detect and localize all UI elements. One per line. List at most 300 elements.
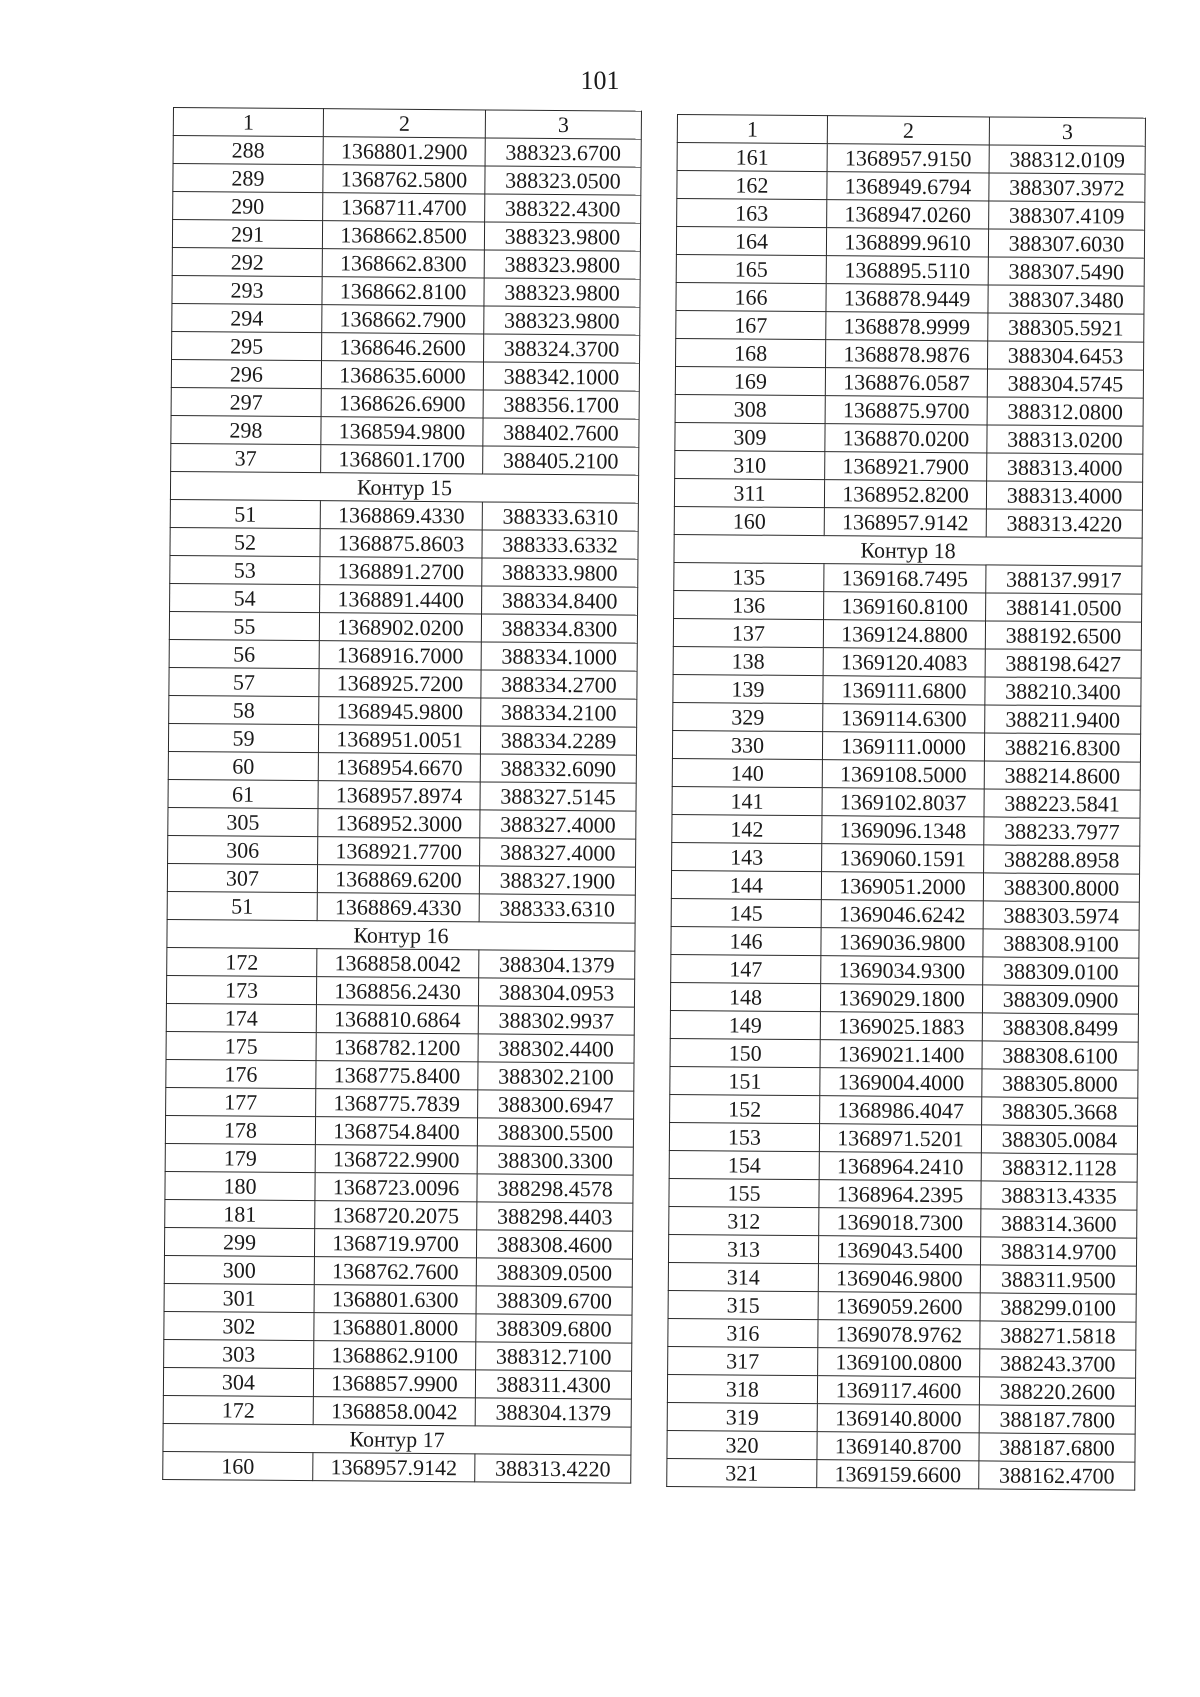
x-coordinate-cell: 1368858.0042 xyxy=(317,949,479,978)
table-row xyxy=(169,695,637,727)
point-number-cell: 301 xyxy=(164,1283,314,1312)
x-coordinate-cell: 1368891.4400 xyxy=(320,585,482,614)
x-coordinate-cell: 1368594.9800 xyxy=(321,417,483,446)
table-row xyxy=(171,359,639,391)
table-row xyxy=(672,842,1140,874)
table-row xyxy=(674,478,1142,510)
table-row xyxy=(676,282,1144,314)
table-row xyxy=(671,926,1139,958)
point-number-cell: 147 xyxy=(671,954,821,983)
table-row xyxy=(669,1178,1137,1210)
point-number-cell: 163 xyxy=(677,199,827,228)
y-coordinate-cell: 388307.5490 xyxy=(988,257,1144,286)
y-coordinate-cell: 388198.6427 xyxy=(985,649,1141,678)
y-coordinate-cell: 388307.3480 xyxy=(988,285,1144,314)
table-row xyxy=(164,1339,632,1371)
x-coordinate-cell: 1368601.1700 xyxy=(321,445,483,474)
point-number-cell: 51 xyxy=(167,891,317,920)
point-number-cell: 298 xyxy=(171,415,321,444)
y-coordinate-cell: 388323.0500 xyxy=(485,166,641,195)
x-coordinate-cell: 1369100.0800 xyxy=(818,1348,980,1377)
y-coordinate-cell: 388323.9800 xyxy=(484,222,640,251)
table-row xyxy=(669,1122,1137,1154)
table-row xyxy=(674,562,1142,594)
y-coordinate-cell: 388334.1000 xyxy=(481,642,637,671)
y-coordinate-cell: 388402.7600 xyxy=(483,418,639,447)
point-number-cell: 313 xyxy=(668,1234,818,1263)
y-coordinate-cell: 388334.2700 xyxy=(481,670,637,699)
y-coordinate-cell: 388299.0100 xyxy=(980,1293,1136,1322)
table-row xyxy=(672,758,1140,790)
y-coordinate-cell: 388298.4578 xyxy=(477,1174,633,1203)
point-number-cell: 320 xyxy=(667,1430,817,1459)
point-number-cell: 319 xyxy=(667,1402,817,1431)
x-coordinate-cell: 1368869.6200 xyxy=(317,865,479,894)
point-number-cell: 179 xyxy=(165,1143,315,1172)
table-row xyxy=(173,136,641,168)
y-coordinate-cell: 388304.0953 xyxy=(478,978,634,1007)
x-coordinate-cell: 1369117.4600 xyxy=(817,1376,979,1405)
point-number-cell: 317 xyxy=(668,1346,818,1375)
x-coordinate-cell: 1369046.9800 xyxy=(818,1264,980,1293)
point-number-cell: 297 xyxy=(171,387,321,416)
point-number-cell: 172 xyxy=(163,1395,313,1424)
y-coordinate-cell: 388309.6800 xyxy=(476,1314,632,1343)
table-row xyxy=(672,786,1140,818)
x-coordinate-cell: 1368869.4330 xyxy=(317,893,479,922)
column-header: 1 xyxy=(677,115,827,144)
y-coordinate-cell: 388243.3700 xyxy=(980,1349,1136,1378)
point-number-cell: 165 xyxy=(676,254,826,283)
x-coordinate-cell: 1369124.8800 xyxy=(823,620,985,649)
y-coordinate-cell: 388300.8000 xyxy=(983,873,1139,902)
y-coordinate-cell: 388307.4109 xyxy=(989,201,1145,230)
x-coordinate-cell: 1368878.9876 xyxy=(826,340,988,369)
contour-heading-row xyxy=(163,1423,631,1455)
table-row xyxy=(676,227,1144,259)
y-coordinate-cell: 388313.4335 xyxy=(981,1181,1137,1210)
point-number-cell: 288 xyxy=(173,136,323,165)
y-coordinate-cell: 388305.3668 xyxy=(982,1097,1138,1126)
point-number-cell: 167 xyxy=(676,310,826,339)
table-row xyxy=(165,1199,633,1231)
table-row xyxy=(670,982,1138,1014)
table-row xyxy=(670,1038,1138,1070)
table-row xyxy=(676,254,1144,286)
point-number-cell: 37 xyxy=(171,443,321,472)
x-coordinate-cell: 1368895.5110 xyxy=(826,256,988,285)
point-number-cell: 168 xyxy=(676,338,826,367)
y-coordinate-cell: 388334.2289 xyxy=(480,726,636,755)
x-coordinate-cell: 1368921.7700 xyxy=(318,837,480,866)
y-coordinate-cell: 388300.6947 xyxy=(478,1090,634,1119)
table-row xyxy=(169,667,637,699)
table-row xyxy=(673,702,1141,734)
y-coordinate-cell: 388298.4403 xyxy=(477,1202,633,1231)
x-coordinate-cell: 1368952.8200 xyxy=(824,480,986,509)
point-number-cell: 59 xyxy=(168,723,318,752)
y-coordinate-cell: 388314.3600 xyxy=(981,1209,1137,1238)
column-header: 1 xyxy=(173,108,323,137)
y-coordinate-cell: 388210.3400 xyxy=(985,677,1141,706)
table-row xyxy=(166,975,634,1007)
point-number-cell: 291 xyxy=(172,220,322,249)
point-number-cell: 162 xyxy=(677,171,827,200)
y-coordinate-cell: 388192.6500 xyxy=(985,621,1141,650)
contour-heading-row xyxy=(170,471,638,503)
point-number-cell: 294 xyxy=(172,303,322,332)
x-coordinate-cell: 1368878.9449 xyxy=(826,284,988,313)
point-number-cell: 138 xyxy=(673,646,823,675)
y-coordinate-cell: 388334.2100 xyxy=(481,698,637,727)
x-coordinate-cell: 1369051.2000 xyxy=(821,872,983,901)
x-coordinate-cell: 1368662.8500 xyxy=(322,221,484,250)
x-coordinate-cell: 1369114.6300 xyxy=(823,704,985,733)
y-coordinate-cell: 388323.9800 xyxy=(484,250,640,279)
y-coordinate-cell: 388327.5145 xyxy=(480,782,636,811)
contour-heading: Контур 18 xyxy=(674,534,1142,566)
table-row xyxy=(674,506,1142,538)
x-coordinate-cell: 1369060.1591 xyxy=(822,844,984,873)
point-number-cell: 180 xyxy=(165,1171,315,1200)
table-row xyxy=(165,1171,633,1203)
point-number-cell: 169 xyxy=(675,366,825,395)
x-coordinate-cell: 1369159.6600 xyxy=(817,1460,979,1489)
table-row xyxy=(671,870,1139,902)
table-row xyxy=(172,275,640,307)
table-row xyxy=(167,863,635,895)
table-row xyxy=(673,618,1141,650)
point-number-cell: 55 xyxy=(169,611,319,640)
y-coordinate-cell: 388332.6090 xyxy=(480,754,636,783)
x-coordinate-cell: 1368646.2600 xyxy=(322,333,484,362)
table-row xyxy=(670,1094,1138,1126)
x-coordinate-cell: 1369111.6800 xyxy=(823,676,985,705)
y-coordinate-cell: 388187.7800 xyxy=(979,1405,1135,1434)
point-number-cell: 153 xyxy=(669,1122,819,1151)
x-coordinate-cell: 1369140.8700 xyxy=(817,1432,979,1461)
table-row xyxy=(171,443,639,475)
point-number-cell: 177 xyxy=(166,1087,316,1116)
point-number-cell: 309 xyxy=(675,422,825,451)
y-coordinate-cell: 388271.5818 xyxy=(980,1321,1136,1350)
x-coordinate-cell: 1368925.7200 xyxy=(319,669,481,698)
point-number-cell: 310 xyxy=(675,450,825,479)
x-coordinate-cell: 1369140.8000 xyxy=(817,1404,979,1433)
y-coordinate-cell: 388323.9800 xyxy=(484,278,640,307)
x-coordinate-cell: 1368810.6864 xyxy=(316,1005,478,1034)
x-coordinate-cell: 1368945.9800 xyxy=(319,697,481,726)
point-number-cell: 172 xyxy=(167,947,317,976)
table-row xyxy=(667,1374,1135,1406)
point-number-cell: 290 xyxy=(173,192,323,221)
y-coordinate-cell: 388302.4400 xyxy=(478,1034,634,1063)
table-row xyxy=(168,779,636,811)
y-coordinate-cell: 388308.4600 xyxy=(476,1230,632,1259)
x-coordinate-cell: 1368952.3000 xyxy=(318,809,480,838)
point-number-cell: 302 xyxy=(164,1311,314,1340)
point-number-cell: 174 xyxy=(166,1003,316,1032)
y-coordinate-cell: 388187.6800 xyxy=(979,1433,1135,1462)
x-coordinate-cell: 1368857.9900 xyxy=(313,1369,475,1398)
y-coordinate-cell: 388302.9937 xyxy=(478,1006,634,1035)
x-coordinate-cell: 1369120.4083 xyxy=(823,648,985,677)
point-number-cell: 136 xyxy=(674,590,824,619)
column-header: 2 xyxy=(323,109,485,138)
table-row xyxy=(667,1430,1135,1462)
point-number-cell: 137 xyxy=(673,618,823,647)
column-header: 2 xyxy=(827,116,989,145)
x-coordinate-cell: 1368662.8100 xyxy=(322,277,484,306)
x-coordinate-cell: 1368723.0096 xyxy=(315,1173,477,1202)
point-number-cell: 146 xyxy=(671,926,821,955)
y-coordinate-cell: 388313.4220 xyxy=(475,1454,631,1483)
table-row xyxy=(675,366,1143,398)
point-number-cell: 152 xyxy=(670,1094,820,1123)
table-row xyxy=(172,331,640,363)
x-coordinate-cell: 1368754.8400 xyxy=(315,1117,477,1146)
y-coordinate-cell: 388309.0100 xyxy=(983,957,1139,986)
x-coordinate-cell: 1368875.9700 xyxy=(825,396,987,425)
y-coordinate-cell: 388304.1379 xyxy=(475,1398,631,1427)
table-row xyxy=(676,338,1144,370)
point-number-cell: 54 xyxy=(170,583,320,612)
x-coordinate-cell: 1369160.8100 xyxy=(824,592,986,621)
y-coordinate-cell: 388141.0500 xyxy=(986,593,1142,622)
y-coordinate-cell: 388307.3972 xyxy=(989,173,1145,202)
point-number-cell: 52 xyxy=(170,527,320,556)
x-coordinate-cell: 1368856.2430 xyxy=(316,977,478,1006)
table-row xyxy=(170,527,638,559)
x-coordinate-cell: 1368775.7839 xyxy=(316,1089,478,1118)
x-coordinate-cell: 1368957.9142 xyxy=(824,508,986,537)
point-number-cell: 173 xyxy=(166,975,316,1004)
x-coordinate-cell: 1368971.5201 xyxy=(819,1124,981,1153)
x-coordinate-cell: 1368986.4047 xyxy=(820,1096,982,1125)
table-row xyxy=(670,1010,1138,1042)
y-coordinate-cell: 388311.9500 xyxy=(980,1265,1136,1294)
y-coordinate-cell: 388308.8499 xyxy=(982,1013,1138,1042)
table-row xyxy=(166,1003,634,1035)
point-number-cell: 160 xyxy=(163,1451,313,1480)
point-number-cell: 329 xyxy=(673,702,823,731)
x-coordinate-cell: 1368858.0042 xyxy=(313,1397,475,1426)
x-coordinate-cell: 1368964.2410 xyxy=(819,1152,981,1181)
table-row xyxy=(172,303,640,335)
table-row xyxy=(668,1262,1136,1294)
x-coordinate-cell: 1368957.9150 xyxy=(827,144,989,173)
y-coordinate-cell: 388311.4300 xyxy=(475,1370,631,1399)
x-coordinate-cell: 1369021.1400 xyxy=(820,1040,982,1069)
table-row xyxy=(671,954,1139,986)
point-number-cell: 321 xyxy=(667,1458,817,1487)
x-coordinate-cell: 1368876.0587 xyxy=(825,368,987,397)
x-coordinate-cell: 1368951.0051 xyxy=(318,725,480,754)
y-coordinate-cell: 388313.0200 xyxy=(987,425,1143,454)
y-coordinate-cell: 388304.5745 xyxy=(987,369,1143,398)
point-number-cell: 299 xyxy=(164,1227,314,1256)
table-row xyxy=(167,891,635,923)
table-row xyxy=(163,1367,631,1399)
point-number-cell: 151 xyxy=(670,1066,820,1095)
y-coordinate-cell: 388313.4220 xyxy=(986,509,1142,538)
point-number-cell: 305 xyxy=(168,807,318,836)
y-coordinate-cell: 388300.3300 xyxy=(477,1146,633,1175)
x-coordinate-cell: 1368891.2700 xyxy=(320,557,482,586)
x-coordinate-cell: 1369078.9762 xyxy=(818,1320,980,1349)
point-number-cell: 51 xyxy=(170,499,320,528)
x-coordinate-cell: 1368626.6900 xyxy=(321,389,483,418)
table-row xyxy=(671,898,1139,930)
x-coordinate-cell: 1368711.4700 xyxy=(323,193,485,222)
table-row xyxy=(170,555,638,587)
x-coordinate-cell: 1369102.8037 xyxy=(822,788,984,817)
x-coordinate-cell: 1368801.2900 xyxy=(323,137,485,166)
x-coordinate-cell: 1369046.6242 xyxy=(821,900,983,929)
table-row xyxy=(675,394,1143,426)
x-coordinate-cell: 1369059.2600 xyxy=(818,1292,980,1321)
y-coordinate-cell: 388313.4000 xyxy=(986,481,1142,510)
point-number-cell: 311 xyxy=(674,478,824,507)
y-coordinate-cell: 388309.0500 xyxy=(476,1258,632,1287)
y-coordinate-cell: 388304.1379 xyxy=(479,950,635,979)
x-coordinate-cell: 1368635.6000 xyxy=(321,361,483,390)
x-coordinate-cell: 1368921.7900 xyxy=(825,452,987,481)
x-coordinate-cell: 1369108.5000 xyxy=(822,760,984,789)
coordinates-table-left xyxy=(162,107,642,1484)
y-coordinate-cell: 388305.8000 xyxy=(982,1069,1138,1098)
point-number-cell: 295 xyxy=(172,331,322,360)
table-row xyxy=(677,143,1145,175)
table-row xyxy=(169,611,637,643)
y-coordinate-cell: 388356.1700 xyxy=(483,390,639,419)
x-coordinate-cell: 1368957.9142 xyxy=(313,1453,475,1482)
point-number-cell: 143 xyxy=(672,842,822,871)
point-number-cell: 140 xyxy=(672,758,822,787)
table-row xyxy=(672,814,1140,846)
point-number-cell: 148 xyxy=(670,982,820,1011)
table-row xyxy=(170,499,638,531)
contour-heading: Контур 16 xyxy=(167,919,635,951)
x-coordinate-cell: 1368762.5800 xyxy=(323,165,485,194)
x-coordinate-cell: 1368949.6794 xyxy=(827,172,989,201)
point-number-cell: 135 xyxy=(674,562,824,591)
y-coordinate-cell: 388312.0800 xyxy=(987,397,1143,426)
table-row xyxy=(171,387,639,419)
table-row xyxy=(677,171,1145,203)
y-coordinate-cell: 388214.8600 xyxy=(984,761,1140,790)
x-coordinate-cell: 1368954.6670 xyxy=(318,753,480,782)
point-number-cell: 316 xyxy=(668,1318,818,1347)
y-coordinate-cell: 388314.9700 xyxy=(980,1237,1136,1266)
point-number-cell: 181 xyxy=(165,1199,315,1228)
y-coordinate-cell: 388312.1128 xyxy=(981,1153,1137,1182)
table-header-row xyxy=(173,108,641,140)
x-coordinate-cell: 1369111.0000 xyxy=(822,732,984,761)
x-coordinate-cell: 1368720.2075 xyxy=(315,1201,477,1230)
y-coordinate-cell: 388322.4300 xyxy=(485,194,641,223)
table-row xyxy=(166,1031,634,1063)
y-coordinate-cell: 388342.1000 xyxy=(483,362,639,391)
point-number-cell: 315 xyxy=(668,1290,818,1319)
y-coordinate-cell: 388233.7977 xyxy=(984,817,1140,846)
x-coordinate-cell: 1369043.5400 xyxy=(818,1236,980,1265)
point-number-cell: 289 xyxy=(173,164,323,193)
table-row xyxy=(164,1227,632,1259)
table-row xyxy=(166,1087,634,1119)
point-number-cell: 330 xyxy=(672,730,822,759)
table-row xyxy=(163,1451,631,1483)
point-number-cell: 150 xyxy=(670,1038,820,1067)
point-number-cell: 142 xyxy=(672,814,822,843)
contour-heading-row xyxy=(674,534,1142,566)
y-coordinate-cell: 388334.8300 xyxy=(481,614,637,643)
x-coordinate-cell: 1368801.8000 xyxy=(314,1313,476,1342)
point-number-cell: 166 xyxy=(676,282,826,311)
table-row xyxy=(677,199,1145,231)
y-coordinate-cell: 388327.4000 xyxy=(480,810,636,839)
y-coordinate-cell: 388333.9800 xyxy=(482,558,638,587)
page-number: 101 xyxy=(580,66,620,95)
y-coordinate-cell: 388327.4000 xyxy=(480,838,636,867)
y-coordinate-cell: 388288.8958 xyxy=(984,845,1140,874)
table-row xyxy=(164,1255,632,1287)
y-coordinate-cell: 388162.4700 xyxy=(979,1461,1135,1490)
y-coordinate-cell: 388303.5974 xyxy=(983,901,1139,930)
point-number-cell: 61 xyxy=(168,779,318,808)
contour-heading: Контур 15 xyxy=(170,471,638,503)
table-body xyxy=(163,136,642,1484)
table-row xyxy=(168,723,636,755)
x-coordinate-cell: 1368862.9100 xyxy=(314,1341,476,1370)
contour-heading: Контур 17 xyxy=(163,1423,631,1455)
point-number-cell: 293 xyxy=(172,275,322,304)
x-coordinate-cell: 1368957.8974 xyxy=(318,781,480,810)
point-number-cell: 307 xyxy=(167,863,317,892)
x-coordinate-cell: 1369096.1348 xyxy=(822,816,984,845)
point-number-cell: 300 xyxy=(164,1255,314,1284)
x-coordinate-cell: 1369168.7495 xyxy=(824,564,986,593)
table-row xyxy=(172,247,640,279)
point-number-cell: 160 xyxy=(674,506,824,535)
x-coordinate-cell: 1368762.7600 xyxy=(314,1257,476,1286)
x-coordinate-cell: 1368964.2395 xyxy=(819,1180,981,1209)
y-coordinate-cell: 388312.7100 xyxy=(476,1342,632,1371)
point-number-cell: 60 xyxy=(168,751,318,780)
y-coordinate-cell: 388334.8400 xyxy=(482,586,638,615)
table-row xyxy=(669,1150,1137,1182)
point-number-cell: 178 xyxy=(165,1115,315,1144)
x-coordinate-cell: 1368801.6300 xyxy=(314,1285,476,1314)
point-number-cell: 145 xyxy=(671,898,821,927)
x-coordinate-cell: 1368899.9610 xyxy=(826,228,988,257)
table-row xyxy=(168,835,636,867)
point-number-cell: 306 xyxy=(168,835,318,864)
coordinates-table-right xyxy=(666,114,1146,1491)
table-row xyxy=(667,1458,1135,1490)
table-header-row xyxy=(677,115,1145,147)
y-coordinate-cell: 388324.3700 xyxy=(484,334,640,363)
table-row xyxy=(169,639,637,671)
point-number-cell: 292 xyxy=(172,247,322,276)
x-coordinate-cell: 1369034.9300 xyxy=(821,956,983,985)
table-row xyxy=(673,646,1141,678)
point-number-cell: 318 xyxy=(667,1374,817,1403)
point-number-cell: 312 xyxy=(669,1206,819,1235)
y-coordinate-cell: 388223.5841 xyxy=(984,789,1140,818)
point-number-cell: 141 xyxy=(672,786,822,815)
x-coordinate-cell: 1368870.0200 xyxy=(825,424,987,453)
